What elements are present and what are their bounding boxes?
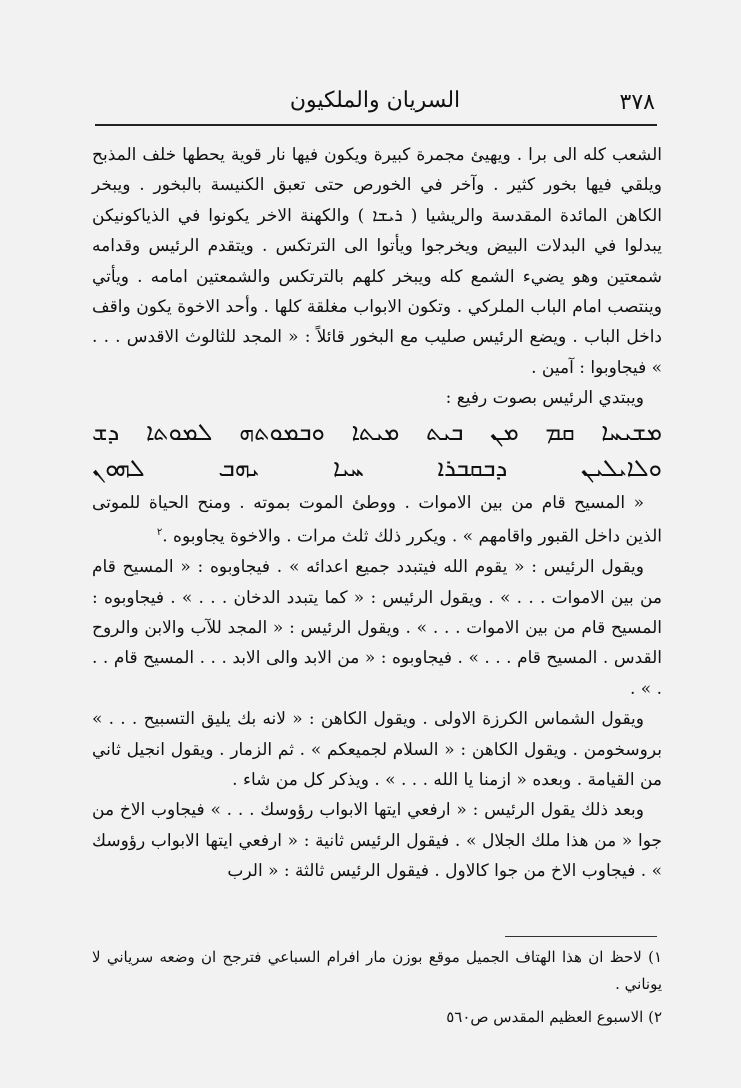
header-rule — [95, 124, 657, 126]
paragraph-4: ويقول الرئيس : « يقوم الله فيتبدد جميع اعدائه » . فيجاوبوه : « المسيح قام من بين الاموات . . . » . ويقول الرئيس : « كما يتبدد الدخان . . . » . فيجاوبوه : المسيح قام من بين الاموات . . . » . ويقول الرئيس : « المجد للآب والابن والروح القدس . المسيح قام . . . » . فيجاوبوه : « من الابد والى الابد . . . المسيح قام . . . » . — [92, 557, 662, 699]
footnote-rule — [505, 936, 657, 937]
syriac-line-2: ܘܠܐܝܠܝܢ ܕܒܩܒܪܐ ܚܝܐ ܝܗܒ ܠܗܘܢ — [92, 453, 662, 482]
footnote-1: ١) لاحظ ان هذا الهتاف الجميل موقع بوزن مار افرام السباعي فترجح ان وضعه سرياني لا يوناني . — [92, 948, 662, 993]
footnotes — [92, 944, 662, 1037]
paragraph-2: ويبتدي الرئيس بصوت رفيع : — [445, 388, 644, 409]
syriac-line-1: ܡܫܝܚܐ ܩܡ ܡܢ ܒܝܬ ܡܝܬܐ ܘܒܡܘܬܗ ܠܡܘܬܐ ܕܫ — [92, 417, 662, 446]
paragraph-5: ويقول الشماس الكرزة الاولى . ويقول الكاهن : « لانه بك يليق التسبيح . . . » بروسخومن . ويقول الكاهن : « السلام لجميعكم » . ثم الزمار . ويقول انجيل ثاني من القيامة . وبعده « ازمنا يا الله . . . » . ويذكر كل من شاء . — [92, 709, 662, 790]
footnote-2: ٢) الاسبوع العظيم المقدس ص٥٦٠ — [446, 1008, 662, 1026]
paragraph-3-text: « المسيح قام من بين الاموات . ووطئ الموت بموته . ومنح الحياة للموتى الذين داخل القبور واقامهم » . ويكرر ذلك ثلث مرات . والاخوة يجاوبوه . — [92, 492, 662, 547]
paragraph-3 — [92, 488, 662, 552]
footnote-ref-2: ٢ — [156, 527, 163, 539]
page-header — [95, 86, 655, 126]
main-text — [92, 140, 662, 887]
running-title: السريان والملكيون — [289, 88, 461, 113]
page-number: ٣٧٨ — [619, 90, 655, 115]
paragraph-6: وبعد ذلك يقول الرئيس : « ارفعي ايتها الابواب رؤوسك . . . » فيجاوب الاخ من جوا « من هذا ملك الجلال » . فيقول الرئيس ثانية : « ارفعي ايتها الابواب رؤوسك » . فيجاوب الاخ من جوا كالاول . فيقول الرئيس ثالثة : « الرب — [92, 800, 662, 882]
paragraph-1: الشعب كله الى برا . ويهيئ مجمرة كبيرة ويكون فيها نار قوية يحطها خلف المذبح ويلقي فيها بخور كثير . وآخر في الخورص حتى تعبق الكنيسة بالبخور . ويبخر الكاهن المائدة المقدسة والريشيا ( ܪܝܫܐ ) والكهنة الاخر يكونوا في الذياكونيكن يبدلوا في البدلات البيض ويخرجوا ويأتوا الى الترتكس . ويتقدم الرئيس وقدامه شمعتين وهو يضيء الشمع كله ويبخر كلهم بالترتكس والشمعتين امامه . ويأتي وينتصب امام الباب الملركي . وتكون الابواب مغلقة كلها . وأحد الاخوة يكون واقف داخل الباب . ويضع الرئيس صليب مع البخور قائلاً : « المجد للثالوث الاقدس . . . » فيجاوبوا : آمين . — [92, 145, 662, 378]
